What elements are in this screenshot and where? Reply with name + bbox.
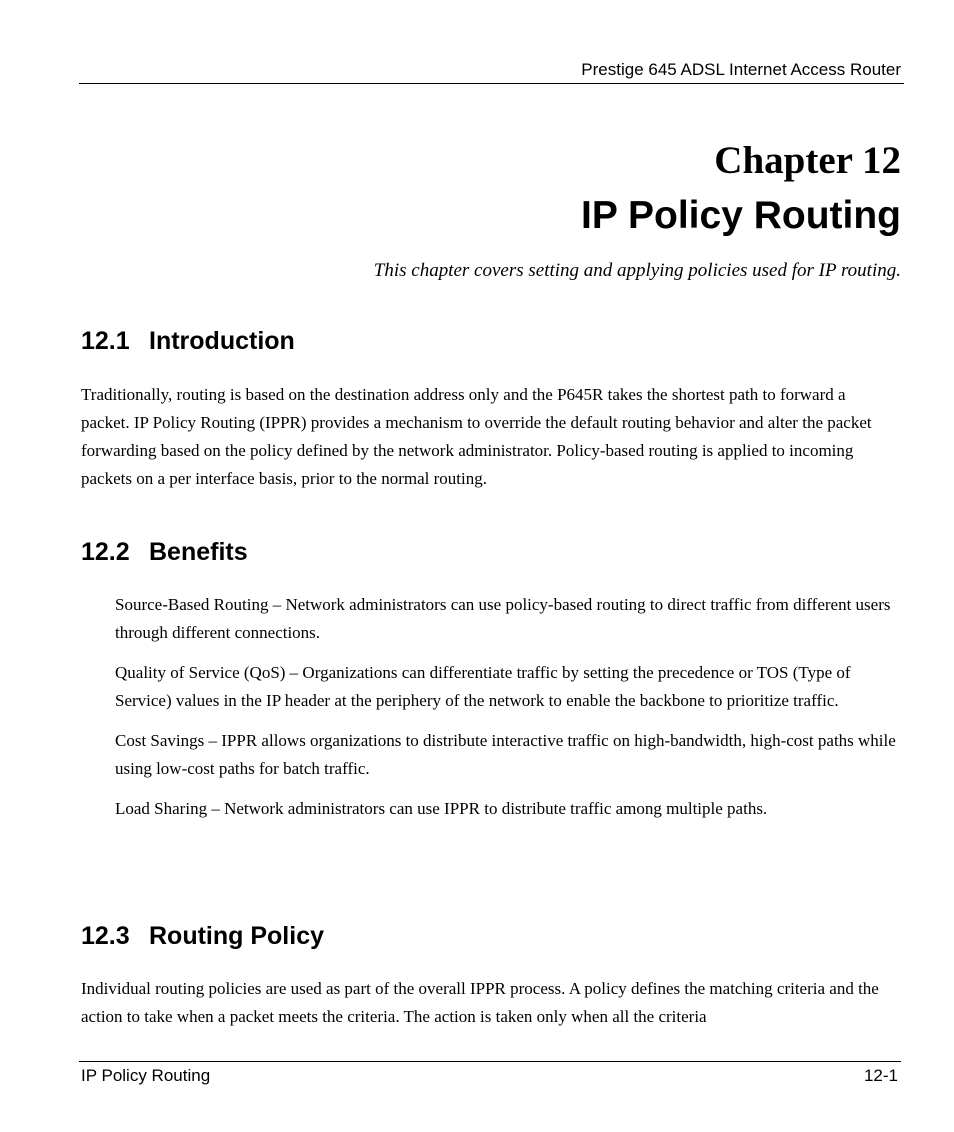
running-header: Prestige 645 ADSL Internet Access Router [581, 60, 901, 79]
benefit-item-cost-savings: Cost Savings – IPPR allows organizations to distribute interactive traffic on high-bandwidth, high-cost paths while using low-cost paths for batch traffic. [115, 731, 896, 778]
chapter-summary: This chapter covers setting and applying policies used for IP routing. [373, 260, 901, 281]
section-heading-routing-policy [81, 921, 324, 951]
section-title: Routing Policy [149, 922, 324, 950]
chapter-number: Chapter 12 [714, 139, 901, 182]
section-number: 12.1 [81, 327, 130, 355]
section-title: Benefits [149, 538, 248, 566]
section-number: 12.3 [81, 922, 130, 950]
introduction-paragraph: Traditionally, routing is based on the destination address only and the P645R takes the shortest path to forward a packet. IP Policy Routing (IPPR) provides a mechanism to override the default routing behavior and alter the packet forwarding based on the policy defined by the network administrator. Policy-based routing is applied to incoming packets on a per interface basis, prior to the normal routing. [81, 385, 872, 488]
section-heading-introduction [81, 326, 295, 356]
section-number: 12.2 [81, 538, 130, 566]
footer-divider [79, 1061, 901, 1062]
benefit-item-quality-of-service: Quality of Service (QoS) – Organizations can differentiate traffic by setting the precedence or TOS (Type of Service) values in the IP header at the periphery of the network to enable the backbone to prioritize traffic. [115, 663, 851, 710]
benefit-item-source-based-routing: Source-Based Routing – Network administrators can use policy-based routing to direct traffic from different users through different connections. [115, 595, 891, 642]
benefits-list [115, 591, 900, 835]
section-heading-benefits [81, 537, 248, 567]
benefit-item-load-sharing: Load Sharing – Network administrators can use IPPR to distribute traffic among multiple paths. [115, 799, 768, 818]
chapter-title: IP Policy Routing [581, 194, 901, 237]
footer-chapter-title: IP Policy Routing [81, 1066, 211, 1085]
routing-policy-paragraph: Individual routing policies are used as part of the overall IPPR process. A policy defines the matching criteria and the action to take when a packet meets the criteria. The action is taken only when all the criteria [81, 979, 879, 1026]
section-title: Introduction [149, 327, 295, 355]
footer-page-number: 12-1 [863, 1066, 898, 1085]
header-divider [79, 83, 904, 84]
